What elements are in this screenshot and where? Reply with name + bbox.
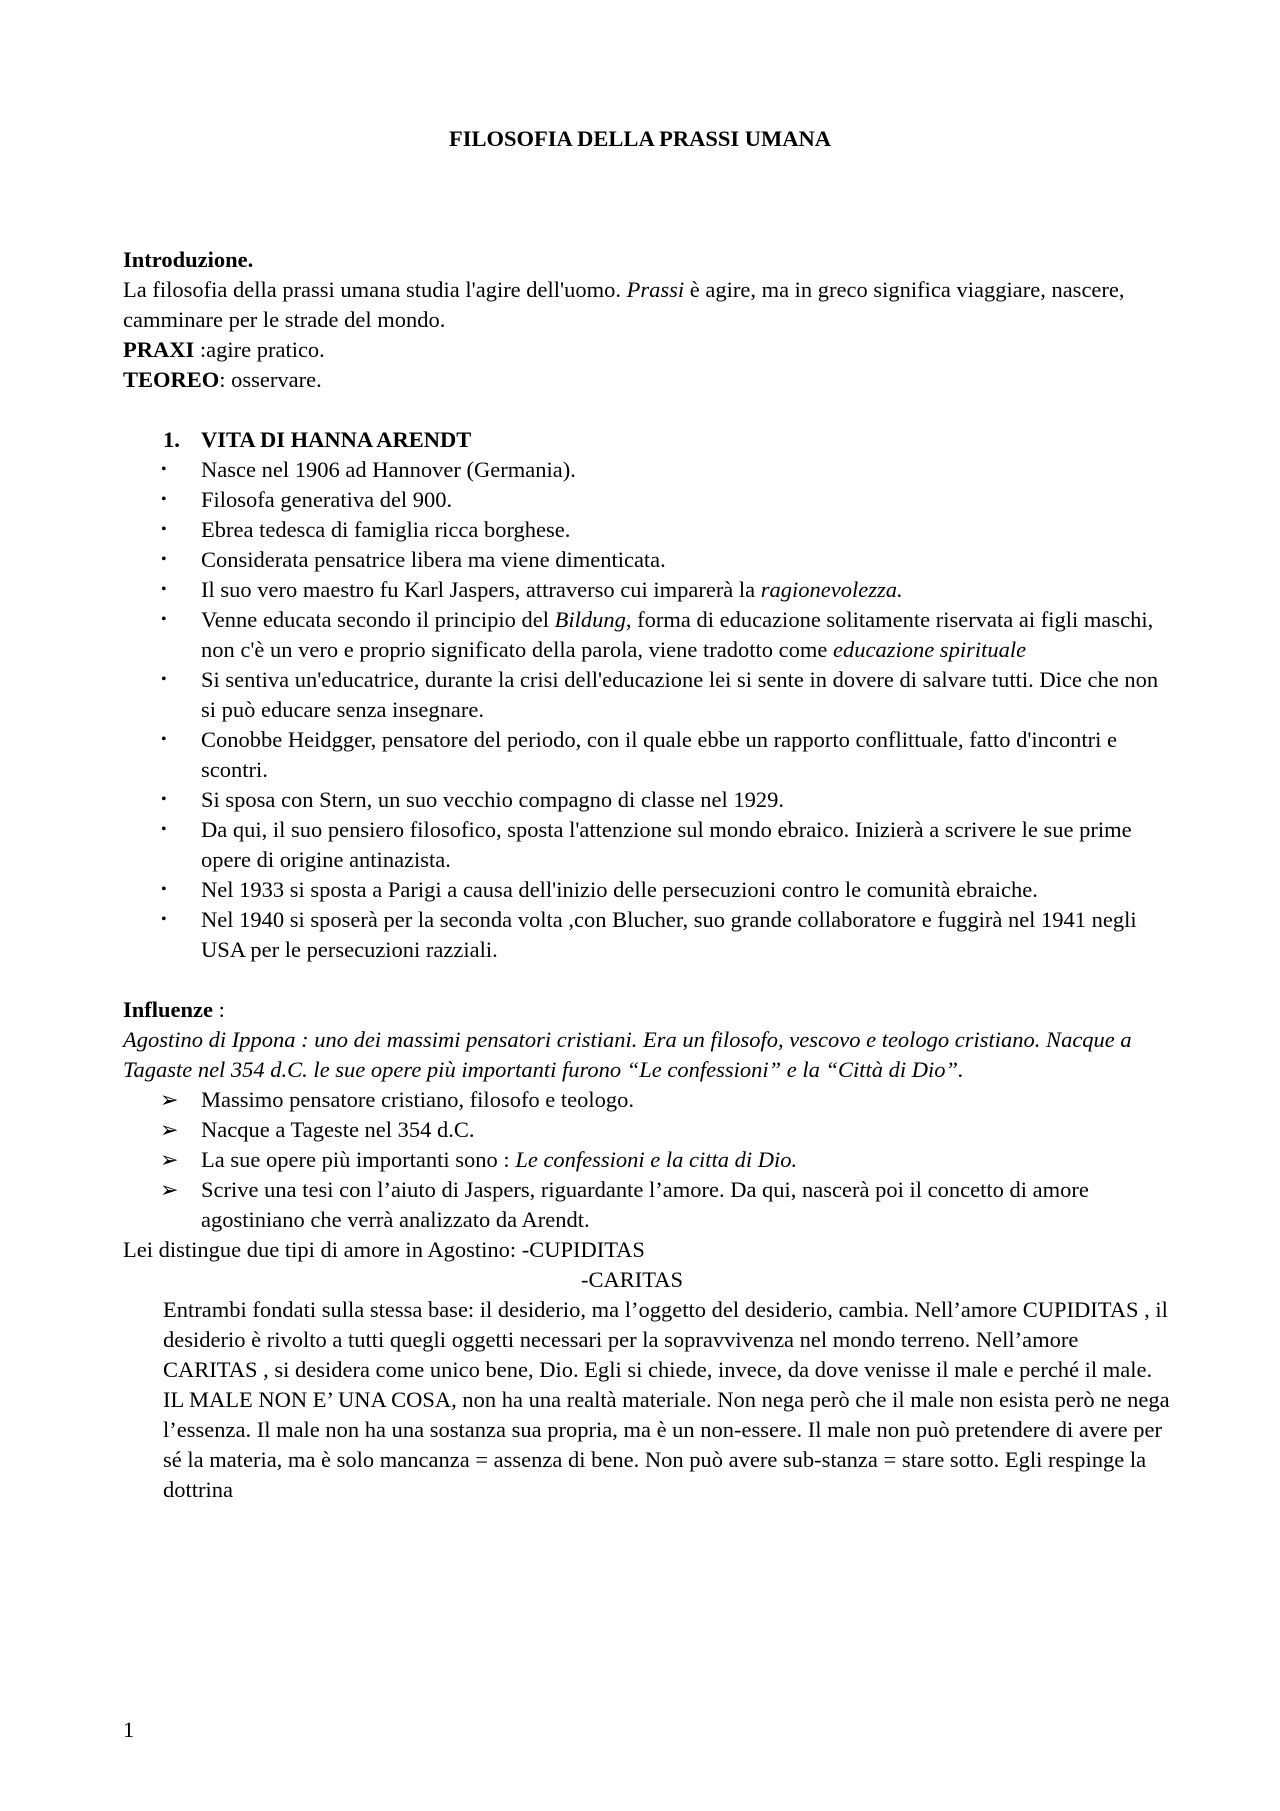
bullet-icon: • bbox=[161, 491, 167, 508]
bullet-icon: • bbox=[161, 821, 167, 838]
list-item: • Si sposa con Stern, un suo vecchio compagno di classe nel 1929. bbox=[123, 785, 1173, 815]
bullet-icon: • bbox=[161, 731, 167, 748]
arrow-bullet-icon: ➢ bbox=[160, 1147, 179, 1172]
list-item: ➢ Scrive una tesi con l’aiuto di Jaspers, riguardante l’amore. Da qui, nascerà poi il concetto di amore agostiniano che verrà analizzato da Arendt. bbox=[160, 1177, 1089, 1232]
list-item: • Da qui, il suo pensiero filosofico, sposta l'attenzione sul mondo ebraico. Inizierà a scrivere le sue prime opere di origine antinazista. bbox=[161, 817, 1132, 872]
list-item: • Conobbe Heidgger, pensatore del periodo, con il quale ebbe un rapporto conflittuale, fatto d'incontri e scontri. bbox=[161, 727, 1117, 782]
bullet-icon: • bbox=[161, 611, 167, 628]
love-types-line: Lei distingue due tipi di amore in Agostino: -CUPIDITAS bbox=[123, 1237, 645, 1262]
section-1-heading bbox=[123, 425, 1173, 455]
list-item: ➢ Massimo pensatore cristiano, filosofo e teologo. bbox=[123, 1085, 1173, 1115]
list-item: • Si sentiva un'educatrice, durante la crisi dell'educazione lei si sente in dovere di salvare tutti. Dice che non si può educare senza insegnare. bbox=[161, 667, 1159, 722]
bullet-icon: • bbox=[161, 461, 167, 478]
list-item: • Il suo vero maestro fu Karl Jaspers, attraverso cui imparerà la ragionevolezza. bbox=[123, 575, 1173, 605]
bullet-icon: • bbox=[161, 551, 167, 568]
bullet-icon: • bbox=[161, 581, 167, 598]
teoreo-definition: TEOREO: osservare. bbox=[123, 367, 322, 392]
page-number: 1 bbox=[123, 1717, 135, 1742]
list-item: • Nasce nel 1906 ad Hannover (Germania). bbox=[123, 455, 1173, 485]
section-1-list bbox=[123, 425, 1173, 965]
document-body bbox=[123, 245, 1173, 1505]
section-title: VITA DI HANNA ARENDT bbox=[201, 427, 472, 452]
intro-heading: Introduzione. bbox=[123, 247, 254, 272]
bullet-icon: • bbox=[161, 521, 167, 538]
love-paragraph: Entrambi fondati sulla stessa base: il desiderio, ma l’oggetto del desiderio, cambia. Nell’amore CUPIDITAS , il desiderio è rivolto a tutti quegli oggetti necessari per la sopravvivenza nel mondo terreno. Nell’amore CARITAS , si desidera come unico bene, Dio. Egli si chiede, invece, da dove venisse il male e perché il male. IL MALE NON E’ UNA COSA, non ha una realtà materiale. Non nega però che il male non esista però ne nega l’essenza. Il male non ha una sostanza sua propria, ma è un non-essere. Il male non può pretendere di avere per sé la materia, ma è solo mancanza = assenza di bene. Non può avere sub-stanza = stare sotto. Egli respinge la dottrina bbox=[163, 1297, 1170, 1502]
bullet-icon: • bbox=[161, 911, 167, 928]
list-item: • Ebrea tedesca di famiglia ricca borghese. bbox=[123, 515, 1173, 545]
document-title: FILOSOFIA DELLA PRASSI UMANA bbox=[449, 126, 831, 151]
agostino-intro: Agostino di Ippona : uno dei massimi pensatori cristiani. Era un filosofo, vescovo e teologo cristiano. Nacque a Tagaste nel 354 d.C. le sue opere più importanti furono “Le confessioni” e la “Città di Dio”. bbox=[123, 1027, 1132, 1082]
section-number: 1. bbox=[163, 427, 180, 452]
list-item: ➢ Nacque a Tageste nel 354 d.C. bbox=[123, 1115, 1173, 1145]
bullet-icon: • bbox=[161, 671, 167, 688]
arrow-bullet-icon: ➢ bbox=[160, 1177, 179, 1202]
list-item: • Nel 1940 si sposerà per la seconda volta ,con Blucher, suo grande collaboratore e fuggirà nel 1941 negli USA per le persecuzioni razziali. bbox=[161, 907, 1137, 962]
agostino-list bbox=[123, 1085, 1173, 1235]
list-item: • Considerata pensatrice libera ma viene dimenticata. bbox=[123, 545, 1173, 575]
list-item: • Venne educata secondo il principio del Bildung, forma di educazione solitamente riservata ai figli maschi, non c'è un vero e proprio significato della parola, viene tradotto come educazione spirituale bbox=[161, 607, 1154, 662]
bullet-icon: • bbox=[161, 881, 167, 898]
list-item: • Nel 1933 si sposta a Parigi a causa dell'inizio delle persecuzioni contro le comunità ebraiche. bbox=[123, 875, 1173, 905]
intro-text: La filosofia della prassi umana studia l'agire dell'uomo. Prassi è agire, ma in greco significa viaggiare, nascere, camminare per le strade del mondo. bbox=[123, 277, 1125, 332]
arrow-bullet-icon: ➢ bbox=[160, 1087, 179, 1112]
praxi-definition: PRAXI :agire pratico. bbox=[123, 337, 325, 362]
arrow-bullet-icon: ➢ bbox=[160, 1117, 179, 1142]
list-item: ➢ La sue opere più importanti sono : Le confessioni e la citta di Dio. bbox=[123, 1145, 1173, 1175]
bullet-icon: • bbox=[161, 791, 167, 808]
list-item: • Filosofa generativa del 900. bbox=[123, 485, 1173, 515]
caritas-line: -CARITAS bbox=[581, 1267, 683, 1292]
influenze-heading: Influenze : bbox=[123, 997, 225, 1022]
